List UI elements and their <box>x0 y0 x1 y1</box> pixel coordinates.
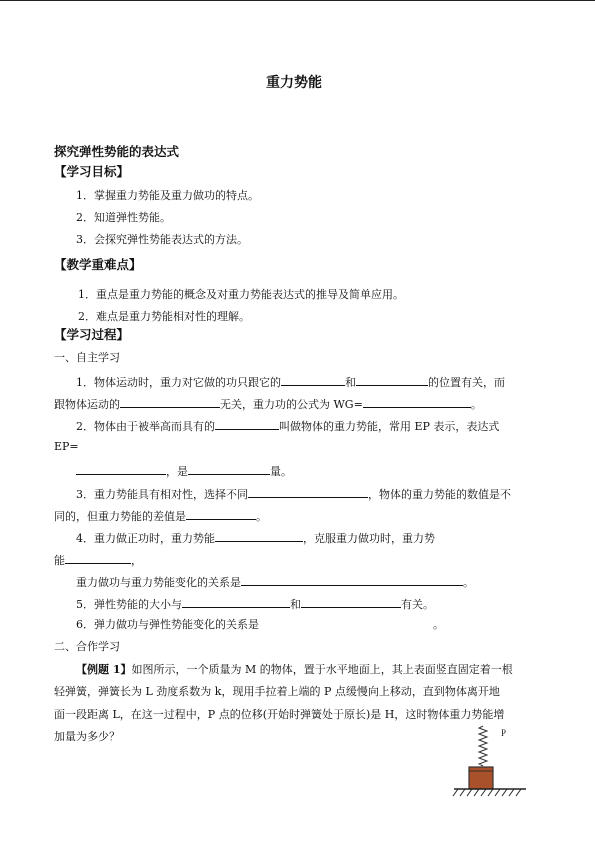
question-2-line-1 <box>76 418 499 434</box>
q1-text-d: 跟物体运动的 <box>54 398 120 411</box>
part1-heading: 一、自主学习 <box>54 351 120 364</box>
question-4-line-3 <box>76 574 474 590</box>
keypoints-heading: 【教学重难点】 <box>54 257 142 272</box>
question-1-line-1 <box>76 374 505 390</box>
answer-blank <box>186 508 256 520</box>
page-top-rule <box>0 0 595 1</box>
question-2-line-3 <box>76 463 292 479</box>
q3-text-b: ，物体的重力势能的数值是不 <box>368 488 511 501</box>
q6-text-a: 6．弹力做功与弹性势能变化的关系是 <box>76 618 259 631</box>
question-2-line-2: EP= <box>54 440 79 453</box>
question-4-line-2 <box>54 552 142 568</box>
q2-text-d: ，是 <box>166 465 188 478</box>
question-5 <box>76 596 434 612</box>
q3-text-d: 。 <box>256 510 267 523</box>
example-line-3: 面一段距离 L，在这一过程中，P 点的位移(开始时弹簧处于原长)是 H，这时物体重力势能增 <box>54 708 505 721</box>
q4-text-f: 。 <box>463 576 474 589</box>
part2-heading: 二、合作学习 <box>54 640 120 653</box>
q3-text-a: 3．重力势能具有相对性，选择不同 <box>76 488 248 501</box>
answer-blank <box>281 374 345 386</box>
question-3-line-1 <box>76 486 511 502</box>
question-6 <box>76 618 444 632</box>
example-label: 【例题 1】 <box>76 663 132 676</box>
q4-text-e: 重力做功与重力势能变化的关系是 <box>76 576 241 589</box>
goals-heading: 【学习目标】 <box>54 164 130 179</box>
goal-item: 2．知道弹性势能。 <box>76 211 171 224</box>
answer-blank <box>188 463 270 475</box>
spring <box>479 726 487 766</box>
q2-text-b: 叫做物体的重力势能，常用 EP 表示，表达式 <box>279 420 500 433</box>
section-subtitle: 探究弹性势能的表达式 <box>54 144 180 159</box>
q5-text-a: 5．弹性势能的大小与 <box>76 598 182 611</box>
q1-text-b: 和 <box>345 376 356 389</box>
question-4-line-1 <box>76 530 435 546</box>
q1-text-c: 的位置有关，而 <box>428 376 505 389</box>
point-p-label: P <box>501 728 507 738</box>
goal-item: 1．掌握重力势能及重力做功的特点。 <box>76 189 259 202</box>
keypoint-item: 2．难点是重力势能相对性的理解。 <box>78 310 250 323</box>
answer-blank <box>356 374 428 386</box>
answer-blank <box>215 418 279 430</box>
q1-text-a: 1．物体运动时，重力对它做的功只跟它的 <box>76 376 281 389</box>
spring-block-figure <box>446 722 536 800</box>
example-text: 如图所示，一个质量为 M 的物体，置于水平地面上，其上表面竖直固定着一根 <box>131 663 513 676</box>
answer-blank <box>248 486 368 498</box>
answer-blank <box>120 396 220 408</box>
example-line-4: 加量为多少？ <box>54 730 120 743</box>
answer-blank <box>65 552 131 564</box>
process-heading: 【学习过程】 <box>54 327 130 342</box>
answer-blank <box>363 396 471 408</box>
q2-text-a: 2．物体由于被举高而具有的 <box>76 420 215 433</box>
page-title: 重力势能 <box>266 75 322 91</box>
block <box>469 767 493 789</box>
example-line-1 <box>76 663 513 677</box>
q4-text-d: ， <box>131 554 142 567</box>
answer-blank <box>301 596 401 608</box>
keypoint-item: 1．重点是重力势能的概念及对重力势能表达式的推导及简单应用。 <box>78 288 404 301</box>
q4-text-c: 能 <box>54 554 65 567</box>
question-1-line-2 <box>54 396 482 412</box>
answer-blank <box>182 596 290 608</box>
q5-text-c: 有关。 <box>401 598 434 611</box>
q6-text-b: 。 <box>433 618 444 631</box>
answer-blank <box>215 530 303 542</box>
question-3-line-2 <box>54 508 267 524</box>
q4-text-b: ，克服重力做功时，重力势 <box>303 532 435 545</box>
ground-hatch <box>453 789 521 796</box>
answer-blank <box>241 574 463 586</box>
q1-text-f: 。 <box>470 398 482 411</box>
example-line-2: 轻弹簧，弹簧长为 L 劲度系数为 k，现用手拉着上端的 P 点缓慢向上移动，直到物体离开地 <box>54 685 500 698</box>
q2-text-e: 量。 <box>270 465 292 478</box>
q1-text-e: 无关，重力功的公式为 WG= <box>220 398 363 411</box>
goal-item: 3．会探究弹性势能表达式的方法。 <box>76 233 248 246</box>
q3-text-c: 同的，但重力势能的差值是 <box>54 510 186 523</box>
answer-blank <box>76 463 166 475</box>
q4-text-a: 4．重力做正功时，重力势能 <box>76 532 215 545</box>
q5-text-b: 和 <box>290 598 301 611</box>
